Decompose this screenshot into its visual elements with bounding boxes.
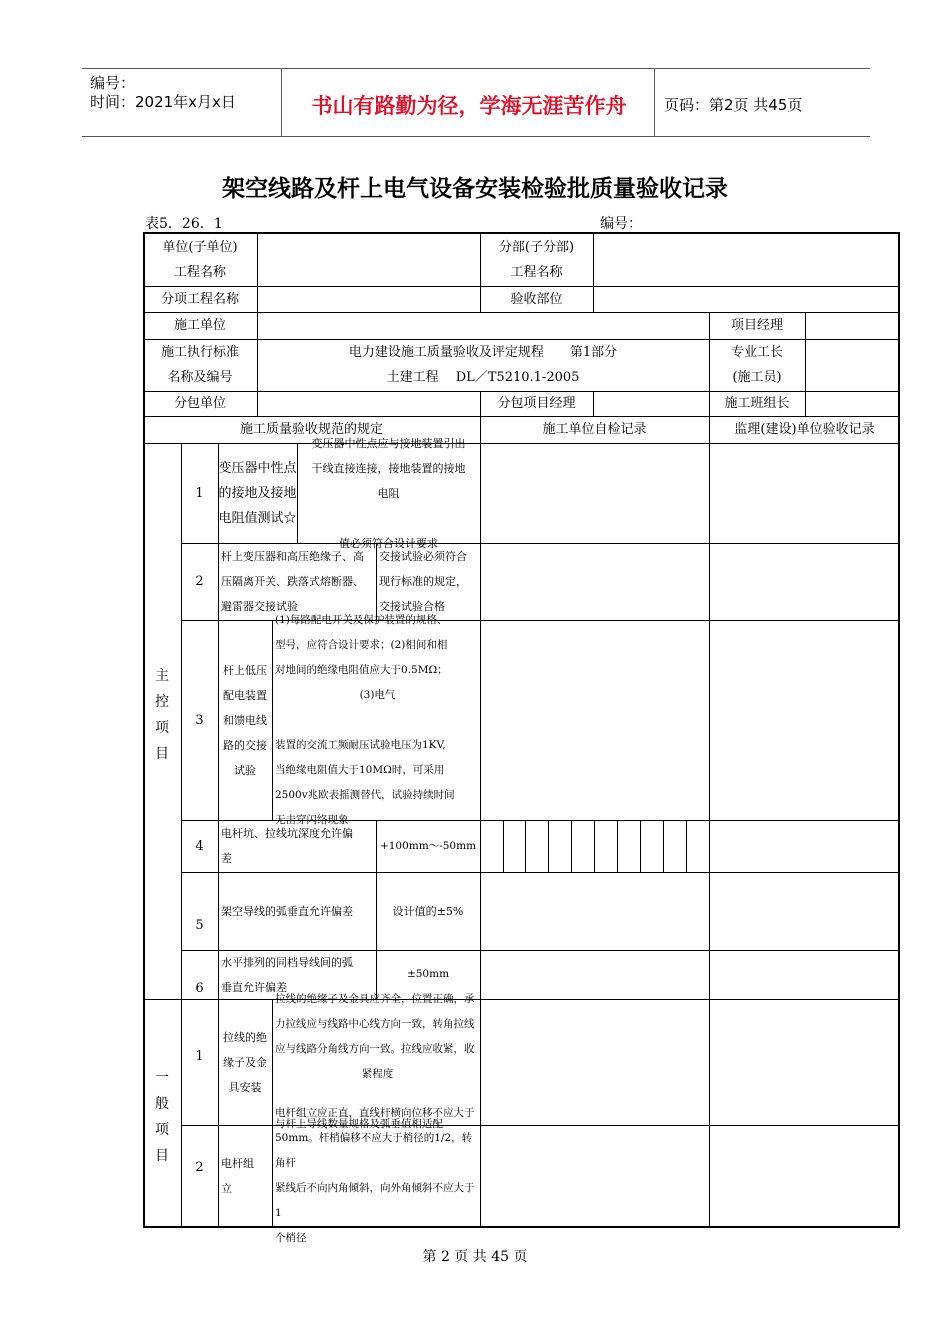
table-number: 表5．26．1 [145,216,223,232]
team-leader-label: 施工班组长 [724,396,790,411]
grid-v-line [640,820,641,872]
main-item-name [218,820,376,872]
header-serial-label: 编号： [90,74,136,92]
main-item-number: 4 [195,838,204,854]
general-item-name-line: 缘子及金 [223,1055,267,1069]
sub-manager-label: 分包项目经理 [497,396,576,411]
unit-name-label-line1: 单位(子单位) [162,240,238,255]
standard-label-line2: 名称及编号 [167,370,233,385]
grid-v-line [593,286,594,312]
main-item-requirement-line: 交接试验合格 [379,600,445,613]
main-item-requirement-line: 对地间的绝缘电阻值应大于0.5MΩ； [275,663,448,676]
grid-v-line [548,820,549,872]
main-item-name-line: 压隔离开关、跌落式熔断器、 [221,575,364,588]
document-title: 架空线路及杆上电气设备安装检验批质量验收记录 [222,176,728,202]
main-item-requirement [376,872,480,950]
general-item-requirement-line: 紧程度 [361,1068,394,1080]
main-item-name-line: 电杆坑、拉线坑深度允许偏 [221,827,353,840]
main-item-requirement-line: 型号，应符合设计要求；(2)相间和相 [275,638,448,651]
grid-v-line [686,820,687,872]
standard-value [257,339,709,391]
header-time: 时间：2021年x月x日 [90,93,236,111]
general-item-requirement-line: 拉线的绝缘子及金具应齐全，位置正确，承 [275,993,475,1005]
division-name-label [480,234,593,286]
main-item-requirement-line: ±50mm [406,968,450,980]
main-item-requirement [272,613,480,826]
acceptance-part-label: 验收部位 [510,291,563,307]
main-item-requirement-line: (1)每路配电开关及保护装置的规格、 [275,613,448,626]
form-number-label: 编号： [600,216,642,232]
foreman-label-line1: 专业工长 [730,345,783,360]
division-name-label-line2: 工程名称 [510,265,563,280]
main-label-char: 项 [155,720,169,736]
main-item-number: 6 [195,981,204,996]
foreman-label-line2: (施工员) [732,370,782,385]
main-item-name-line: 路的交接 [223,738,267,752]
grid-v-line [593,391,594,416]
division-name-label-line1: 分部(子分部) [498,240,575,255]
general-items-section-label [152,1065,172,1169]
general-item-number: 2 [195,1160,204,1175]
grid-v-line [593,234,594,286]
header-bottom-rule [82,136,870,137]
general-item-requirement-line: 个梢径 [275,1231,307,1244]
standard-label [143,339,257,391]
general-label-char: 般 [155,1096,169,1112]
general-item-requirement-line: 紧线后不向内角倾斜，向外角倾斜不应大于1 [275,1181,475,1219]
main-item-name-line: 的接地及接地 [218,485,297,501]
grid-v-line [663,820,664,872]
general-item-name-line: 立 [221,1181,232,1195]
general-item-number: 1 [195,1048,204,1064]
grid-v-line [525,820,526,872]
subcontractor-label: 分包单位 [173,396,226,411]
unit-name-label [143,234,257,286]
main-item-name-line: 试验 [234,763,256,777]
general-label-char: 一 [155,1070,169,1086]
grid-v-line [805,391,806,416]
main-item-requirement-line: 设计值的±5% [392,904,464,918]
main-item-requirement-line: 现行标准的规定， [379,575,467,588]
main-item-number: 2 [195,574,204,589]
main-item-requirement [376,820,480,872]
main-item-requirement-line: 装置的交流工频耐压试验电压为1KV, [275,738,446,751]
general-item-requirement-line: 与杆上导线数量规格及弧垂值相适配 [275,1118,443,1130]
grid-v-line [805,339,806,391]
main-item-name-line: 垂直允许偏差 [221,980,287,994]
main-item-number: 5 [195,917,204,933]
main-items-section-label [152,663,172,767]
header-motto: 书山有路勤为径，学海无涯苦作舟 [311,94,627,118]
main-item-requirement-line: 无击穿闪络现象 [275,813,349,826]
general-item-name [218,1125,272,1226]
unit-name-label-line2: 工程名称 [173,265,226,280]
main-label-char: 目 [155,746,169,762]
standard-value-line1: 电力建设施工质量验收及评定规程 第1部分 [348,345,618,360]
column-self-check-header: 施工单位自检记录 [542,422,647,437]
main-label-char: 控 [155,694,169,710]
main-item-requirement-line: (3)电气 [359,688,396,701]
main-item-name-line: 差 [221,852,232,865]
main-item-number: 3 [195,712,204,728]
general-label-char: 项 [155,1122,169,1138]
general-item-requirement-line: 50mm。杆梢偏移不应大于梢径的1/2，转角杆 [275,1131,473,1169]
main-item-requirement-line: 值必须符合设计要求 [339,536,438,550]
main-item-name-line: 杆上低压 [223,663,267,677]
grid-v-line [594,820,595,872]
grid-v-line [805,312,806,339]
header-page-info: 页码：第2页 共45页 [664,96,803,114]
main-item-requirement-line: 变压器中性点应与接地装置引出 [311,436,466,450]
header-divider-right [654,68,655,136]
main-item-requirement [297,436,480,550]
standard-label-line1: 施工执行标准 [160,345,239,360]
grid-v-line [571,820,572,872]
main-item-name [218,872,376,950]
general-item-requirement-line: 力拉线应与线路中心线方向一致，转角拉线 [275,1018,475,1030]
general-item-name-line: 具安装 [228,1080,262,1094]
main-item-name [218,443,297,543]
main-label-char: 主 [155,668,169,684]
main-item-requirement-line: 当绝缘电阻值大于10MΩ时，可采用 [275,763,445,776]
general-item-requirement-line: 电杆组立应正直，直线杆横向位移不应大于 [275,1106,475,1119]
header-divider-left [281,68,282,136]
page-footer: 第 2 页 共 45 页 [422,1249,528,1265]
main-item-name-line: 电阻值测试☆ [218,510,297,526]
grid-v-line [617,820,618,872]
column-supervisor-header: 监理(建设)单位验收记录 [734,422,875,437]
project-manager-label: 项目经理 [730,318,783,333]
general-item-requirement-line: 应与线路分角线方向一致。拉线应收紧，收 [275,1043,475,1055]
construction-unit-label: 施工单位 [173,318,226,333]
grid-v-line [503,820,504,872]
main-item-name-line: 杆上变压器和高压绝缘子、高 [221,550,364,563]
general-item-name-line: 电杆组 [221,1156,254,1170]
general-item-name-line: 拉线的绝 [223,1030,267,1044]
main-item-name-line: 水平排列的同档导线间的弧 [221,955,353,969]
header-top-rule [82,68,870,69]
main-item-requirement-line: 干线直接连接，接地装置的接地 [311,461,466,475]
grid-v-line [709,443,710,1226]
main-item-requirement-line: 2500v兆欧表摇测替代，试验持续时间 [275,788,455,801]
main-item-requirement-line: +100mm～-50mm [379,839,477,852]
grid-v-line [480,443,481,1226]
column-spec-header: 施工质量验收规范的规定 [239,422,383,437]
main-item-name-line: 架空导线的弧垂直允许偏差 [221,904,353,918]
general-item-name [218,999,272,1125]
foreman-label [709,339,805,391]
standard-value-line2: 土建工程 DL／T5210.1-2005 [386,370,580,385]
general-label-char: 目 [155,1148,169,1164]
subitem-name-label: 分项工程名称 [160,291,239,307]
main-item-name-line: 变压器中性点 [218,460,297,476]
main-item-requirement-line: 电阻 [377,486,400,500]
main-item-name-line: 避雷器交接试验 [221,600,298,613]
main-item-name-line: 配电装置 [223,688,267,702]
main-item-name [218,620,272,820]
main-item-requirement-line: 交接试验必须符合 [379,550,467,563]
main-item-number: 1 [195,485,204,501]
main-item-name-line: 和馈电线 [223,713,267,727]
